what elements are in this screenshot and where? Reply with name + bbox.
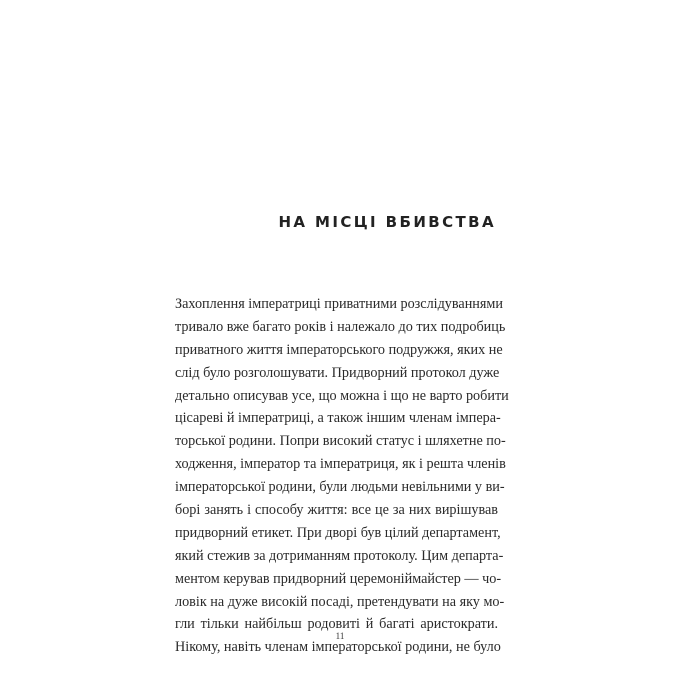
text-line: ловік на дуже високій посаді, претендувати на яку мо- bbox=[175, 593, 505, 610]
text-line: торської родини. Попри високий статус і шляхетне по- bbox=[175, 433, 506, 450]
text-line: Захоплення імператриці приватними розслідуваннями bbox=[175, 296, 503, 312]
text-line: ментом керував придворний церемоніймайстер — чо- bbox=[175, 570, 502, 587]
text-line: тривало вже багато років і належало до тих подробиць bbox=[175, 318, 506, 335]
text-line: придворний етикет. При дворі був цілий департамент, bbox=[175, 524, 501, 541]
body-text bbox=[175, 293, 509, 659]
text-line: борі занять і способу життя: все це за них вирішував bbox=[175, 502, 498, 519]
text-line: гли тільки найбільш родовиті й багаті аристократи. bbox=[175, 616, 498, 633]
page-number: 11 bbox=[335, 631, 345, 641]
text-line: приватного життя імператорського подружжя, яких не bbox=[175, 341, 503, 358]
text-line: ходження, імператор та імператриця, як і решта членів bbox=[175, 456, 506, 473]
text-line: Нікому, навіть членам імператорської родини, не було bbox=[175, 639, 501, 656]
chapter-title: НА МІСЦІ ВБИВСТВА bbox=[278, 213, 496, 231]
text-line: слід було розголошувати. Придворний протокол дуже bbox=[175, 364, 500, 381]
text-line: детально описував усе, що можна і що не варто робити bbox=[175, 387, 509, 404]
text-line: імператорської родини, були людьми невільними у ви- bbox=[175, 479, 505, 496]
text-line: який стежив за дотриманням протоколу. Цим департа- bbox=[175, 547, 504, 564]
text-line: цісареві й імператриці, а також іншим членам імпера- bbox=[175, 410, 501, 427]
